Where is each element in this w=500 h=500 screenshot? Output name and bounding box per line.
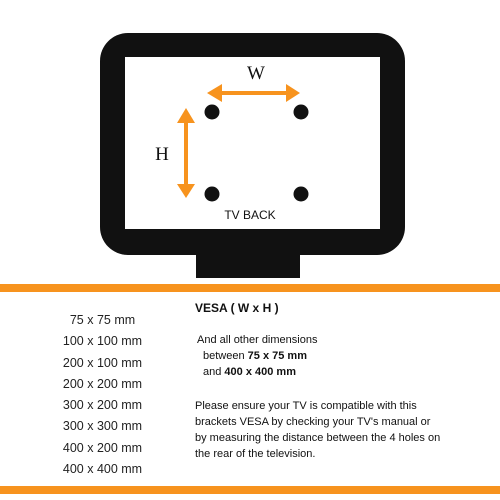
list-item: 200 x 200 mm bbox=[62, 376, 143, 391]
dimension-min bbox=[197, 349, 495, 365]
dimension-min-prefix: between bbox=[203, 350, 248, 363]
divider-bar-top bbox=[0, 284, 500, 292]
vesa-sizes-list bbox=[40, 310, 165, 480]
list-item: 400 x 400 mm bbox=[62, 462, 143, 477]
list-item: 200 x 100 mm bbox=[62, 355, 143, 370]
dimension-max-prefix: and bbox=[203, 366, 225, 379]
tv-back-label: TV BACK bbox=[224, 208, 276, 222]
vesa-info bbox=[195, 300, 495, 463]
list-item: 400 x 200 mm bbox=[62, 440, 143, 455]
list-item: 300 x 200 mm bbox=[62, 398, 143, 413]
mount-hole-top-left bbox=[205, 105, 220, 120]
list-item: 100 x 100 mm bbox=[62, 334, 143, 349]
dimension-intro: And all other dimensions bbox=[197, 334, 318, 347]
mount-hole-bottom-right bbox=[294, 187, 309, 202]
dimension-max bbox=[197, 365, 495, 381]
vesa-title: VESA ( W x H ) bbox=[195, 301, 279, 315]
width-label: W bbox=[247, 63, 265, 84]
mount-hole-bottom-left bbox=[205, 187, 220, 202]
list-item: 75 x 75 mm bbox=[69, 313, 136, 327]
height-label: H bbox=[155, 144, 169, 165]
compatibility-note: Please ensure your TV is compatible with this brackets VESA by checking your TV's manual or by measuring the distance between the 4 holes on the rear of the television. bbox=[195, 400, 441, 461]
dimension-min-value: 75 x 75 mm bbox=[247, 350, 307, 363]
list-item: 300 x 300 mm bbox=[62, 419, 143, 434]
dimension-range bbox=[197, 333, 495, 381]
mount-hole-top-right bbox=[294, 105, 309, 120]
divider-bar-bottom bbox=[0, 486, 500, 494]
dimension-max-value: 400 x 400 mm bbox=[224, 366, 296, 379]
